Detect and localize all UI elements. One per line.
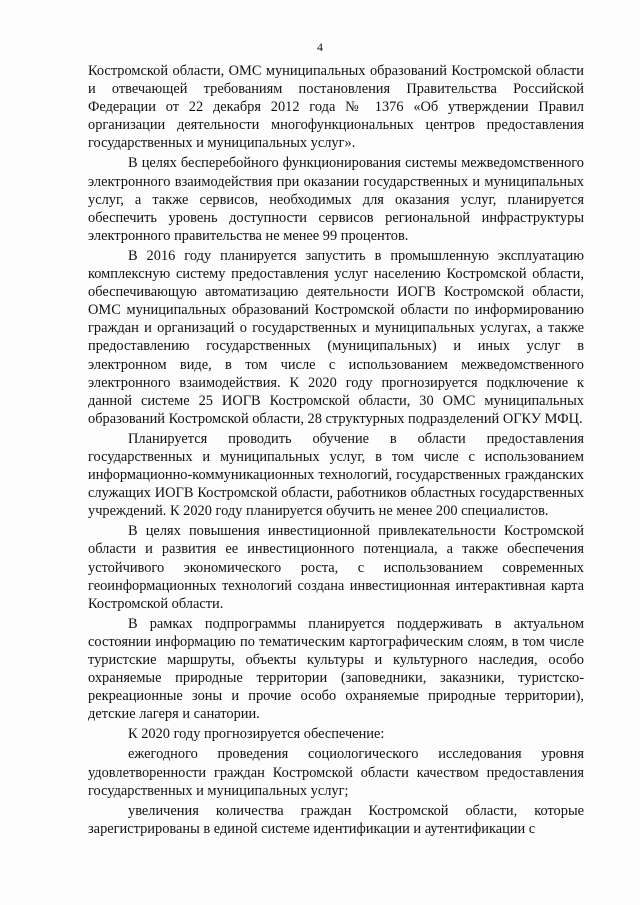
paragraph-5: В целях повышения инвестиционной привлекательности Костромской области и развития ее инвестиционного потенциала, а также обеспечения устойчивого экономического роста, с использованием современных геоинформационных технологий создана инвестиционная интерактивная карта Костромской области.: [88, 523, 584, 612]
paragraph-7: К 2020 году прогнозируется обеспечение:: [128, 726, 385, 743]
page-number: 4: [317, 40, 323, 54]
paragraph-2: В целях бесперебойного функционирования системы межведомственного электронного взаимодействия при оказании государственных и муниципальных услуг, а также сервисов, необходимых для оказания услуг, планируется обеспечить уровень доступности сервисов региональной инфраструктуры электронного правительства не менее 99 процентов.: [88, 155, 584, 244]
paragraph-1: Костромской области, ОМС муниципальных образований Костромской области и отвечающей требованиям постановления Правительства Российской Федерации от 22 декабря 2012 года № 1376 «Об утверждении Правил организации деятельности многофункциональных центров предоставления государственных и муниципальных услуг».: [88, 63, 584, 152]
paragraph-8: ежегодного проведения социологического исследования уровня удовлетворенности граждан Костромской области качеством предоставления государственных и муниципальных услуг;: [88, 746, 584, 799]
paragraph-9: увеличения количества граждан Костромской области, которые зарегистрированы в единой системе идентификации и аутентификации с: [88, 802, 584, 837]
paragraph-4: Планируется проводить обучение в области предоставления государственных и муниципальных услуг, в том числе с использованием информационно-коммуникационных технологий, государственных гражданских служащих ИОГВ Костромской области, работников областных государственных учреждений. К 2020 году планируется обучить не менее 200 специалистов.: [88, 430, 584, 520]
paragraph-3: В 2016 году планируется запустить в промышленную эксплуатацию комплексную систему предоставления услуг населению Костромской области, обеспечивающую автоматизацию деятельности ИОГВ Костромской области, ОМС муниципальных образований Костромской области по информированию граждан и организаций о государственных и муниципальных услугах, а также предоставлению государственных (муниципальных) и иных услуг в электронном виде, в том числе с использованием межведомственного электронного взаимодействия. К 2020 году прогнозируется подключение к данной системе 25 ИОГВ Костромской области, 30 ОМС муниципальных образований Костромской области, 28 структурных подразделений ОГКУ МФЦ.: [88, 247, 584, 427]
paragraph-6: В рамках подпрограммы планируется поддерживать в актуальном состоянии информацию по тематическим картографическим слоям, в том числе туристские маршруты, объекты культуры и культурного наследия, особо охраняемые природные территории (заповедники, заказники, туристско-рекреационные зоны и прочие особо охраняемые природные территории), детские лагеря и санатории.: [88, 615, 584, 723]
document-body: [88, 62, 584, 840]
